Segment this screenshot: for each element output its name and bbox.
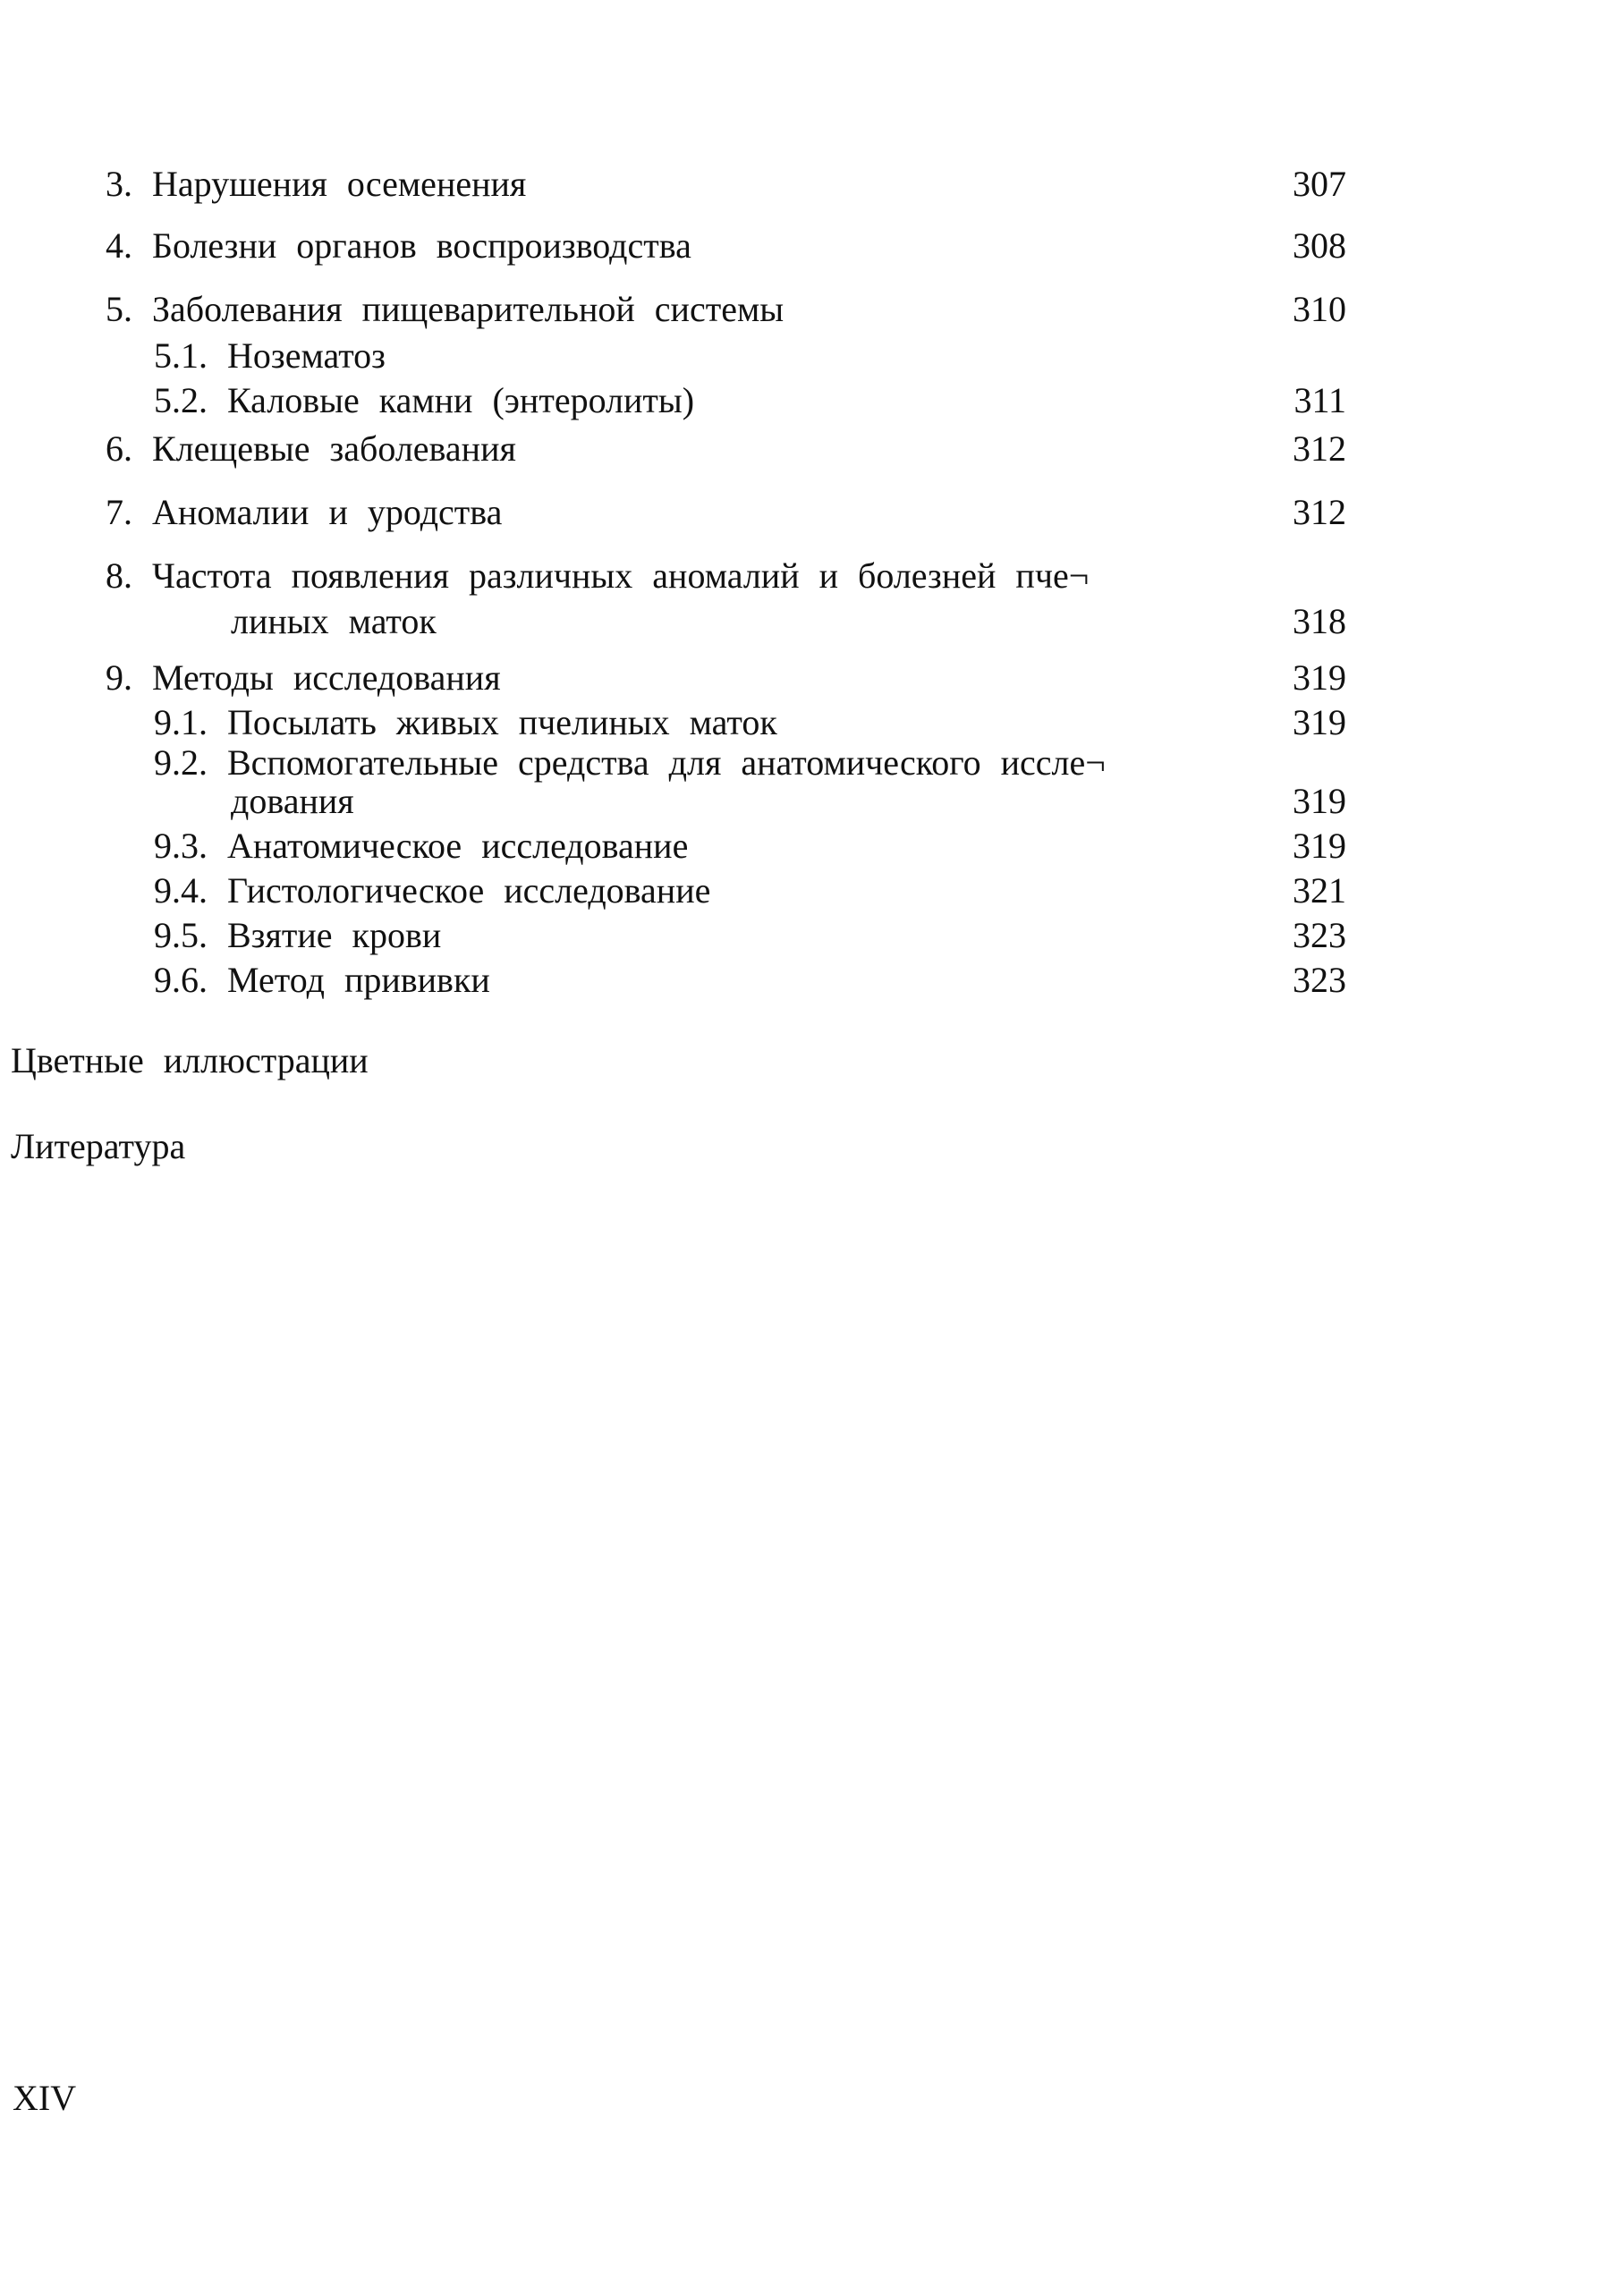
toc-entry-title: Анатомическое исследование <box>227 826 689 866</box>
toc-entry-page: 312 <box>1293 428 1346 469</box>
toc-entry-page: 307 <box>1293 164 1346 204</box>
page-number: XIV <box>13 2078 77 2118</box>
toc-entry-title: Болезни органов воспроизводства <box>152 225 691 266</box>
toc-entry-9-3 <box>154 828 688 864</box>
toc-entry-title: Аномалии и уродства <box>152 492 503 532</box>
section-literature: Литература <box>11 1126 186 1166</box>
toc-entry-page: 311 <box>1293 380 1346 420</box>
toc-entry-page: 319 <box>1293 657 1346 698</box>
toc-entry-number: 9. <box>106 657 132 698</box>
toc-entry-number: 6. <box>106 428 132 469</box>
toc-entry-number: 5.1. <box>154 335 208 376</box>
toc-entry-title: Каловые камни (энтеролиты) <box>227 380 695 420</box>
toc-entry-9-6 <box>154 962 490 998</box>
toc-entry-page: 319 <box>1293 826 1346 866</box>
toc-entry-8 <box>106 555 1090 596</box>
toc-entry-number: 5.2. <box>154 380 208 420</box>
toc-entry-9-1 <box>154 702 777 742</box>
toc-entry-title: Методы исследования <box>152 657 501 698</box>
toc-entry-number: 4. <box>106 225 132 266</box>
toc-entry-title: Нозематоз <box>227 335 386 376</box>
toc-entry-9-4 <box>154 870 711 911</box>
toc-entry-number: 9.3. <box>154 826 208 866</box>
toc-entry-title: Заболевания пищеварительной системы <box>152 289 785 329</box>
toc-entry-9 <box>106 657 501 698</box>
toc-entry-number: 9.2. <box>154 742 208 783</box>
toc-entry-page: 310 <box>1293 289 1346 329</box>
toc-entry-6 <box>106 428 516 469</box>
toc-entry-page: 319 <box>1293 702 1346 742</box>
toc-entry-8-continuation: линых маток <box>231 601 437 641</box>
toc-entry-number: 9.5. <box>154 915 208 955</box>
toc-entry-9-2-continuation: дования <box>231 781 354 821</box>
toc-entry-5 <box>106 289 785 329</box>
toc-entry-5-2 <box>154 380 695 420</box>
toc-entry-title: Посылать живых пчелиных маток <box>227 702 777 742</box>
toc-entry-page: 321 <box>1293 870 1346 911</box>
toc-entry-title: Частота появления различных аномалий и болезней пче¬ <box>152 555 1090 596</box>
toc-entry-title: Метод прививки <box>227 960 490 1000</box>
toc-entry-number: 9.6. <box>154 960 208 1000</box>
toc-entry-page: 323 <box>1293 960 1346 1000</box>
toc-entry-title: Гистологическое исследование <box>227 870 711 911</box>
toc-entry-number: 5. <box>106 289 132 329</box>
toc-entry-title: Взятие крови <box>227 915 442 955</box>
toc-entry-number: 9.1. <box>154 702 208 742</box>
toc-entry-title: Клещевые заболевания <box>152 428 516 469</box>
toc-entry-number: 7. <box>106 492 132 532</box>
toc-entry-page: 318 <box>1293 601 1346 641</box>
toc-entry-4 <box>106 225 691 266</box>
toc-entry-page: 308 <box>1293 225 1346 266</box>
toc-entry-9-5 <box>154 915 442 955</box>
toc-entry-page: 319 <box>1293 781 1346 821</box>
toc-entry-title: Вспомогательные средства для анатомического иссле¬ <box>227 742 1106 783</box>
section-color-illustrations: Цветные иллюстрации <box>11 1040 369 1080</box>
toc-entry-number: 9.4. <box>154 870 208 911</box>
toc-entry-9-2 <box>154 742 1106 783</box>
toc-entry-page: 312 <box>1293 492 1346 532</box>
toc-entry-7 <box>106 492 503 532</box>
toc-entry-number: 8. <box>106 555 132 596</box>
toc-entry-title: Нарушения осеменения <box>152 164 527 204</box>
toc-entry-number: 3. <box>106 164 132 204</box>
toc-entry-page: 323 <box>1293 915 1346 955</box>
toc-entry-3 <box>106 166 526 202</box>
toc-entry-5-1 <box>154 335 386 376</box>
